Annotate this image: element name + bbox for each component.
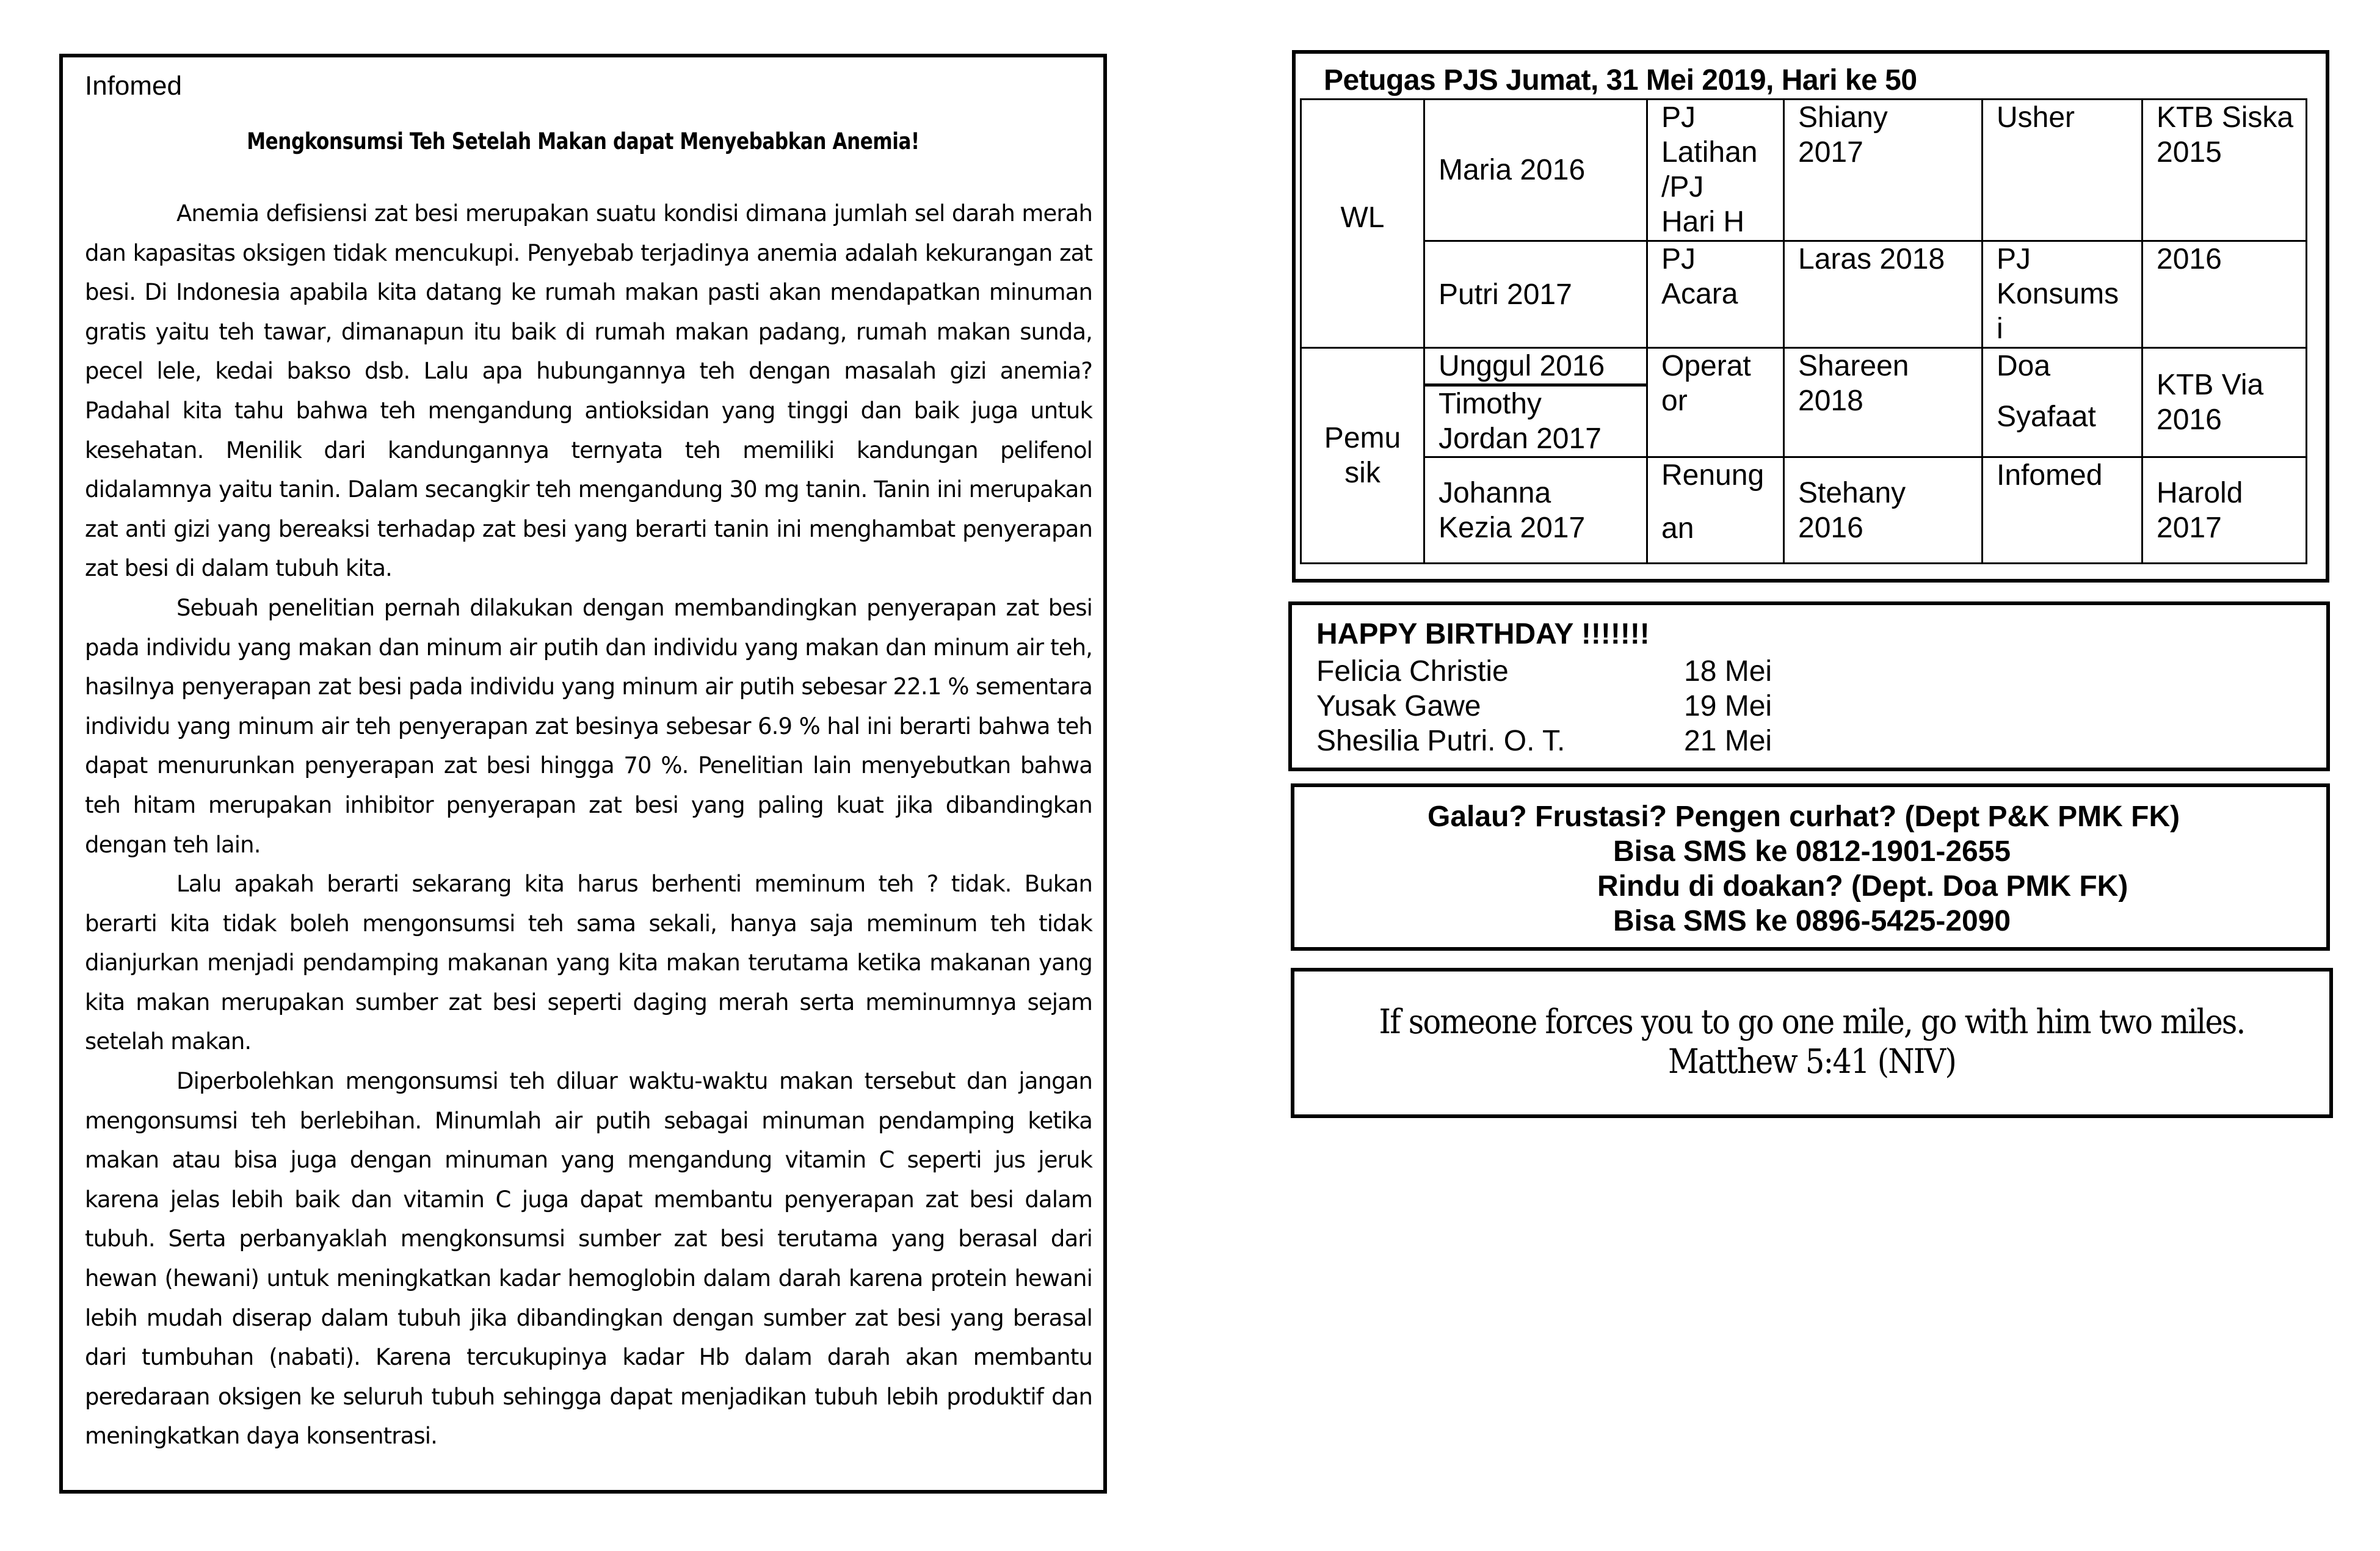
cell-text: 2018 — [1798, 385, 1863, 417]
article-title: Mengkonsumsi Teh Setelah Makan dapat Menyebabkan Anemia! — [247, 128, 920, 154]
verse-reference: Matthew 5:41 (NIV) — [1667, 1042, 1956, 1081]
table-cell — [1983, 457, 2142, 564]
cell-text: Hari H — [1661, 206, 1745, 238]
cell-text: PJ — [1997, 243, 2031, 275]
cell-text: KTB Siska — [2157, 101, 2294, 134]
cell-text: Konsums — [1997, 278, 2119, 310]
table-cell — [1647, 457, 1784, 564]
table-cell — [1424, 385, 1647, 457]
cell-text: 2017 — [2157, 511, 2222, 544]
birthday-date: 21 Mei — [1684, 725, 1772, 757]
cell-text: Maria 2016 — [1439, 154, 1586, 186]
cell-text: /PJ — [1661, 171, 1704, 203]
schedule-box — [1292, 50, 2329, 583]
table-cell — [1424, 457, 1647, 564]
table-cell — [1784, 457, 1983, 564]
table-cell — [1983, 348, 2142, 457]
cell-text: Acara — [1661, 278, 1738, 310]
group-label-text: Pemu — [1324, 422, 1401, 454]
group-label-pemusik — [1301, 348, 1424, 564]
cell-text: Stehany — [1798, 476, 1906, 509]
group-label-wl — [1301, 100, 1424, 348]
cell-text: i — [1997, 313, 2003, 345]
table-cell — [1983, 100, 2142, 241]
cell-text: Timothy — [1439, 388, 1542, 420]
cell-text: PJ — [1661, 243, 1696, 275]
cell-text: KTB Via — [2157, 369, 2264, 401]
cell-text: Jordan 2017 — [1439, 423, 1602, 455]
table-cell — [1784, 241, 1983, 348]
schedule-title: Petugas PJS Jumat, 31 Mei 2019, Hari ke 50 — [1324, 64, 1917, 96]
cell-text: Infomed — [1997, 459, 2103, 492]
table-row — [1301, 241, 2307, 348]
verse-text-block — [1346, 1002, 2278, 1081]
birthday-name: Felicia Christie — [1316, 655, 1509, 688]
cell-text: 2015 — [2157, 136, 2222, 169]
table-row — [1301, 100, 2307, 241]
cell-text: 2016 — [1798, 511, 1863, 544]
birthday-date: 18 Mei — [1684, 655, 1772, 688]
infomed-article-box — [59, 54, 1107, 1494]
table-row — [1301, 457, 2307, 564]
contact-line: Rindu di doakan? (Dept. Doa PMK FK) — [1597, 870, 2128, 903]
table-cell — [1424, 348, 1647, 385]
cell-text: Johanna — [1439, 476, 1551, 509]
birthday-name: Yusak Gawe — [1316, 690, 1481, 722]
cell-text: 2016 — [2157, 243, 2222, 275]
cell-text: Unggul 2016 — [1439, 350, 1605, 382]
cell-text: 2016 — [2157, 404, 2222, 436]
cell-text: Harold — [2157, 476, 2243, 509]
article-paragraph: Anemia defisiensi zat besi merupakan suatu kondisi dimana jumlah sel darah merah dan kapasitas oksigen tidak mencukupi. Penyebab terjadinya anemia adalah kekurangan zat besi. Di Indonesia apabila kita datang ke rumah makan pasti akan mendapatkan minuman gratis yaitu teh tawar, dimanapun itu baik di rumah makan padang, rumah makan sunda, pecel lele, kedai bakso dsb. Lalu apa hubungannya teh dengan masalah gizi anemia? Padahal kita tahu bahwa teh mengandung antioksidan yang tinggi dan baik juga untuk kesehatan. Menilik dari kandungannya ternyata teh memiliki kandungan pelifenol didalamnya yaitu tanin. Dalam secangkir teh mengandung 30 mg tanin. Tanin ini merupakan zat anti gizi yang bereaksi terhadap zat besi yang berarti tanin ini menghambat penyerapan zat besi di dalam tubuh kita. — [85, 200, 1092, 582]
birthday-list — [1316, 654, 1772, 758]
contact-phone: Bisa SMS ke 0812-1901-2655 — [1613, 835, 2011, 868]
birthday-box — [1288, 601, 2330, 771]
contact-phone: Bisa SMS ke 0896-5425-2090 — [1613, 905, 2011, 937]
birthday-entry — [1316, 724, 1772, 758]
cell-text: Putri 2017 — [1439, 278, 1572, 311]
cell-text: Laras 2018 — [1798, 243, 1945, 275]
birthday-name: Shesilia Putri. O. T. — [1316, 725, 1566, 757]
verse-box — [1291, 968, 2333, 1118]
contact-line: Galau? Frustasi? Pengen curhat? (Dept P&K PMK FK) — [1428, 801, 2180, 833]
cell-text: or — [1661, 385, 1688, 417]
contact-lines — [1294, 799, 2326, 939]
birthday-entry — [1316, 654, 1772, 689]
schedule-table — [1300, 98, 2307, 564]
table-cell — [2142, 457, 2307, 564]
table-cell — [1647, 100, 1784, 241]
contact-box — [1291, 783, 2330, 951]
cell-text: Shiany — [1798, 101, 1888, 134]
table-row — [1301, 348, 2307, 385]
cell-text: Renung — [1661, 459, 1765, 492]
birthday-date: 19 Mei — [1684, 690, 1772, 722]
article-paragraph: Lalu apakah berarti sekarang kita harus berhenti meminum teh ? tidak. Bukan berarti kita tidak boleh mengonsumsi teh sama sekali, hanya saja meminum teh tidak dianjurkan menjadi pendamping makanan yang kita makan terutama ketika makanan yang kita makan merupakan sumber zat besi seperti daging merah serta meminumnya sejam setelah makan. — [85, 871, 1092, 1055]
table-cell — [1424, 241, 1647, 348]
cell-text: Shareen — [1798, 350, 1909, 382]
cell-text: Syafaat — [1997, 401, 2096, 433]
table-cell — [1647, 348, 1784, 457]
group-label-text: sik — [1344, 457, 1380, 489]
article-paragraph: Sebuah penelitian pernah dilakukan dengan membandingkan penyerapan zat besi pada individu yang makan dan minum air putih dan individu yang makan dan minum air teh, hasilnya penyerapan zat besi pada individu yang minum air putih sebesar 22.1 % sementara individu yang minum air teh penyerapan zat besinya sebesar 6.9 % hal ini berarti bahwa teh dapat menurunkan penyerapan zat besi hingga 70 %. Penelitian lain menyebutkan bahwa teh hitam merupakan inhibitor penyerapan zat besi yang paling kuat jika dibandingkan dengan teh lain. — [85, 594, 1092, 858]
cell-text: Usher — [1997, 101, 2075, 134]
birthday-entry — [1316, 689, 1772, 724]
section-label: Infomed — [85, 71, 182, 101]
article-body — [85, 194, 1092, 1456]
cell-text: Kezia 2017 — [1439, 511, 1586, 544]
table-cell — [1647, 241, 1784, 348]
table-cell — [1983, 241, 2142, 348]
cell-text: Latihan — [1661, 136, 1758, 169]
cell-text: PJ — [1661, 101, 1696, 134]
table-cell — [2142, 348, 2307, 457]
cell-text: an — [1661, 512, 1694, 545]
table-cell — [1424, 100, 1647, 241]
table-cell — [1784, 348, 1983, 457]
cell-text: Doa — [1997, 350, 2051, 382]
group-label-text: WL — [1340, 201, 1385, 234]
article-paragraph: Diperbolehkan mengonsumsi teh diluar waktu-waktu makan tersebut dan jangan mengonsumsi teh berlebihan. Minumlah air putih sebagai minuman pendamping ketika makan atau bisa juga dengan minuman yang mengandung vitamin C seperti jus jeruk karena jelas lebih baik dan vitamin C juga dapat membantu penyerapan zat besi dalam tubuh. Serta perbanyaklah mengkonsumsi sumber zat besi terutama yang berasal dari hewan (hewani) untuk meningkatkan kadar hemoglobin dalam darah karena protein hewani lebih mudah diserap dalam tubuh jika dibandingkan dengan sumber zat besi yang berasal dari tumbuhan (nabati). Karena tercukupinya kadar Hb dalam darah akan membantu peredaraan oksigen ke seluruh tubuh sehingga dapat menjadikan tubuh lebih produktif dan meningkatkan daya konsentrasi. — [85, 1068, 1092, 1450]
birthday-title: HAPPY BIRTHDAY !!!!!!! — [1316, 618, 1650, 650]
cell-text: 2017 — [1798, 136, 1863, 169]
verse-text: If someone forces you to go one mile, go with him two miles. — [1379, 1002, 2245, 1041]
cell-text: Operat — [1661, 350, 1751, 382]
table-cell — [2142, 100, 2307, 241]
table-cell — [1784, 100, 1983, 241]
table-cell — [2142, 241, 2307, 348]
